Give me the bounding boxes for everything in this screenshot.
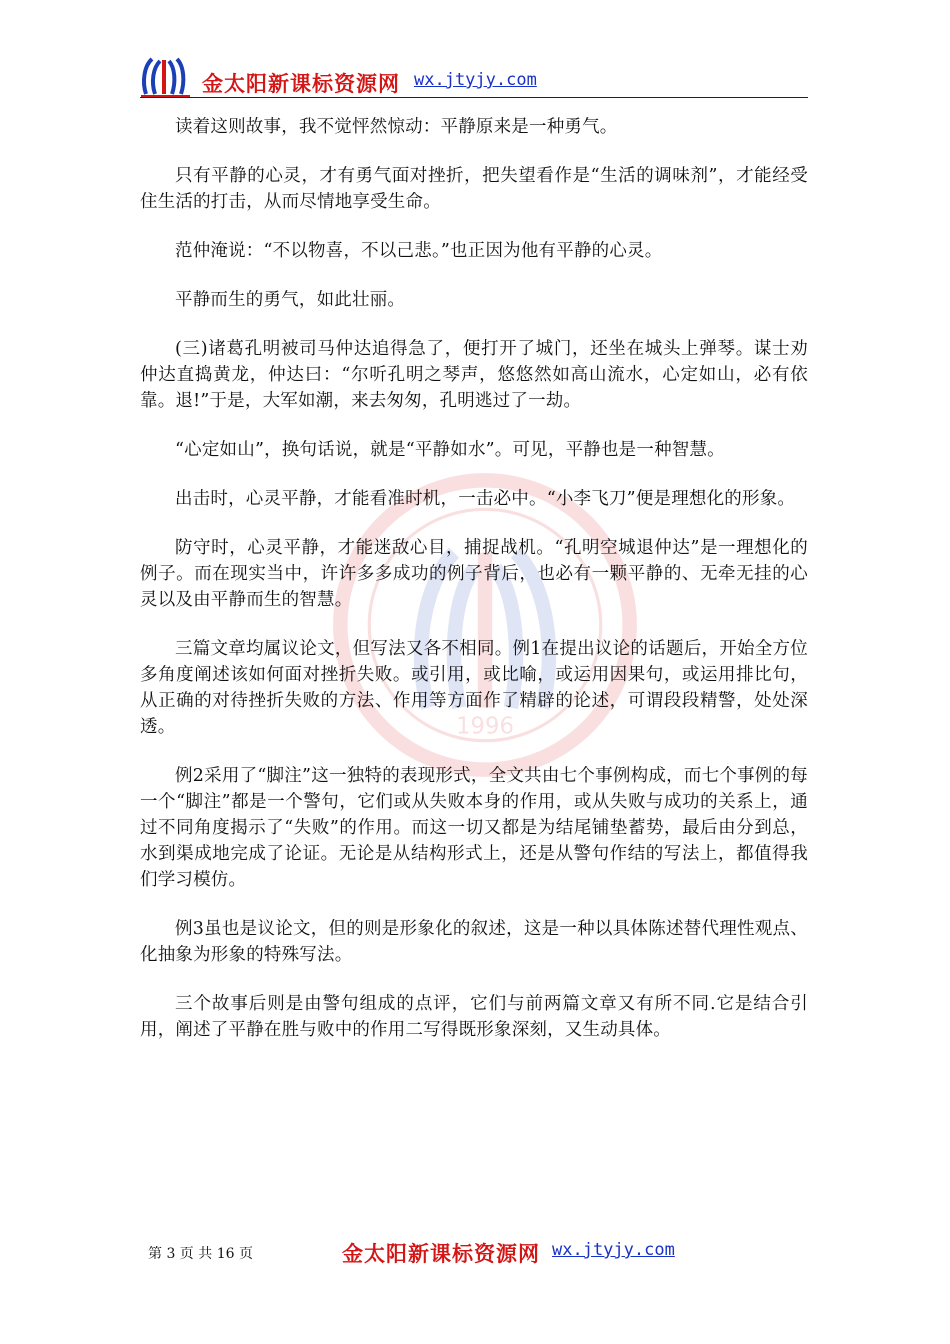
footer-site-link[interactable]: wx.jtyjy.com [552, 1240, 675, 1260]
paragraph: 出击时，心灵平静，才能看准时机，一击必中。“小李飞刀”便是理想化的形象。 [175, 489, 796, 509]
paragraph: 例3虽也是议论文，但的则是形象化的叙述，这是一种以具体陈述替代理性观点、化抽象为形象的特殊写法。 [140, 919, 808, 965]
paragraph: 三篇文章均属议论文，但写法又各不相同。例1在提出议论的话题后，开始全方位多角度阐述该如何面对挫折失败。或引用，或比喻，或运用因果句，或运用排比句，从正确的对待挫折失败的方法、作用等方面作了精辟的论述，可谓段段精警，处处深透。 [140, 639, 808, 737]
watermark-year: 1996 [456, 713, 514, 740]
header-divider [140, 97, 808, 98]
paragraph: 例2采用了“脚注”这一独特的表现形式，全文共由七个事例构成，而七个事例的每一个“脚注”都是一个警句，它们或从失败本身的作用，或从失败与成功的关系上，通过不同角度揭示了“失败”的作用。而这一切又都是为结尾铺垫蓄势，最后由分到总，水到渠成地完成了论证。无论是从结构形式上，还是从警句作结的写法上，都值得我们学习模仿。 [140, 766, 808, 890]
paragraph: 平静而生的勇气，如此壮丽。 [175, 290, 406, 310]
page-header [140, 56, 808, 98]
paragraph: (三)诸葛孔明被司马仲达追得急了，便打开了城门，还坐在城头上弹琴。谋士劝仲达直捣黄龙，仲达曰：“尔听孔明之琴声，悠悠然如高山流水，心定如山，必有依靠。退!”于是，大军如潮，来去匆匆，孔明逃过了一劫。 [140, 339, 808, 411]
footer-site-name: 金太阳新课标资源网 [342, 1241, 540, 1266]
header-site-name: 金太阳新课标资源网 [202, 71, 400, 96]
page-footer [140, 1236, 808, 1266]
paragraph: 防守时，心灵平静，才能迷敌心目，捕捉战机。“孔明空城退仲达”是一理想化的例子。而在现实当中，许许多多成功的例子背后，也必有一颗平静的、无牵无挂的心灵以及由平静而生的智慧。 [140, 538, 808, 610]
page-number: 第 3 页 共 16 页 [148, 1246, 253, 1262]
paragraph: “心定如山”，换句话说，就是“平静如水”。可见，平静也是一种智慧。 [175, 440, 725, 460]
article-body [140, 114, 808, 1066]
paragraph: 三个故事后则是由警句组成的点评，它们与前两篇文章又有所不同.它是结合引用，阐述了平静在胜与败中的作用二写得既形象深刻，又生动具体。 [140, 994, 808, 1040]
paragraph: 范仲淹说：“不以物喜，不以己悲。”也正因为他有平静的心灵。 [175, 241, 663, 261]
logo-icon [140, 56, 196, 98]
header-site-link[interactable]: wx.jtyjy.com [414, 70, 537, 90]
paragraph: 读着这则故事，我不觉怦然惊动：平静原来是一种勇气。 [175, 117, 618, 137]
paragraph: 只有平静的心灵，才有勇气面对挫折，把失望看作是“生活的调味剂”，才能经受住生活的打击，从而尽情地享受生命。 [140, 166, 808, 212]
